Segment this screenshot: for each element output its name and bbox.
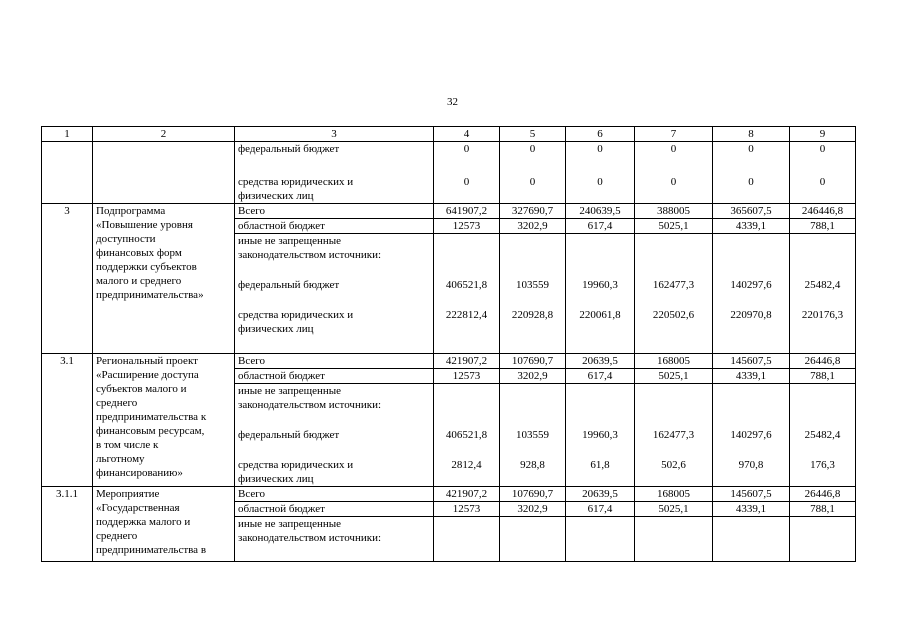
value-cell: 19960,3 220061,8 (566, 234, 635, 354)
row-name-cell: Мероприятие «Государственная поддержка малого и среднего предпринимательства в (93, 487, 235, 562)
value-cell: 168005 (635, 487, 713, 502)
header-cell: 3 (235, 127, 434, 142)
value-cell: 617,4 (566, 219, 635, 234)
value-cell: 162477,3 502,6 (635, 384, 713, 487)
value-cell: 0 0 (500, 142, 566, 204)
funding-source-cell: Всего (235, 354, 434, 369)
value-cell: 25482,4 220176,3 (790, 234, 856, 354)
value-cell: 26446,8 (790, 487, 856, 502)
value-cell: 12573 (434, 369, 500, 384)
source-label: федеральный бюджет (238, 143, 340, 155)
value-cell: 406521,8 222812,4 (434, 234, 500, 354)
continuation-row (42, 142, 856, 204)
page-number: 32 (447, 96, 458, 108)
funding-source-cell: иные не запрещенные законодательством источники: федеральный бюджет средства юридических и физических лиц (235, 234, 434, 354)
funding-source-cell (235, 142, 434, 204)
row-number-cell (42, 142, 93, 204)
value-cell: 246446,8 (790, 204, 856, 219)
value-cell: 3202,9 (500, 369, 566, 384)
value-cell: 145607,5 (713, 354, 790, 369)
value-cell (500, 517, 566, 562)
header-cell: 8 (713, 127, 790, 142)
table-row-total (42, 487, 856, 502)
value-cell: 0 0 (635, 142, 713, 204)
header-cell: 1 (42, 127, 93, 142)
value-cell: 103559 220928,8 (500, 234, 566, 354)
table-row-total (42, 354, 856, 369)
source-label: средства юридических и (238, 176, 354, 188)
value-cell: 5025,1 (635, 219, 713, 234)
header-cell: 7 (635, 127, 713, 142)
value-cell: 641907,2 (434, 204, 500, 219)
value-cell: 788,1 (790, 502, 856, 517)
value-cell: 617,4 (566, 502, 635, 517)
value-cell: 788,1 (790, 369, 856, 384)
value-cell: 145607,5 (713, 487, 790, 502)
table-row-total (42, 204, 856, 219)
value-cell: 12573 (434, 219, 500, 234)
row-number-cell: 3.1.1 (42, 487, 93, 562)
value-cell: 103559 928,8 (500, 384, 566, 487)
header-cell: 6 (566, 127, 635, 142)
value-cell: 25482,4 176,3 (790, 384, 856, 487)
value-cell: 140297,6 220970,8 (713, 234, 790, 354)
value-cell (635, 517, 713, 562)
value-cell: 3202,9 (500, 502, 566, 517)
value-cell: 0 0 (566, 142, 635, 204)
funding-source-cell: областной бюджет (235, 502, 434, 517)
value-cell: 162477,3 220502,6 (635, 234, 713, 354)
value-cell: 0 0 (434, 142, 500, 204)
value-cell: 365607,5 (713, 204, 790, 219)
value-cell: 4339,1 (713, 369, 790, 384)
value-cell: 388005 (635, 204, 713, 219)
value-cell: 406521,8 2812,4 (434, 384, 500, 487)
value-cell: 4339,1 (713, 219, 790, 234)
value-cell: 5025,1 (635, 502, 713, 517)
value-cell: 788,1 (790, 219, 856, 234)
value-cell: 140297,6 970,8 (713, 384, 790, 487)
value-cell: 617,4 (566, 369, 635, 384)
funding-source-cell: областной бюджет (235, 219, 434, 234)
value-cell (713, 517, 790, 562)
value-cell: 107690,7 (500, 354, 566, 369)
budget-table (41, 126, 856, 562)
value-cell: 3202,9 (500, 219, 566, 234)
funding-source-cell: Всего (235, 204, 434, 219)
value-cell: 4339,1 (713, 502, 790, 517)
value-cell: 20639,5 (566, 354, 635, 369)
value-cell: 421907,2 (434, 354, 500, 369)
header-cell: 4 (434, 127, 500, 142)
row-number-cell: 3 (42, 204, 93, 354)
value-cell: 19960,3 61,8 (566, 384, 635, 487)
value-cell: 0 0 (790, 142, 856, 204)
header-row (42, 127, 856, 142)
value-cell: 26446,8 (790, 354, 856, 369)
funding-source-cell: областной бюджет (235, 369, 434, 384)
value-cell (566, 517, 635, 562)
header-cell: 2 (93, 127, 235, 142)
row-number-cell: 3.1 (42, 354, 93, 487)
row-name-cell (93, 142, 235, 204)
value-cell: 20639,5 (566, 487, 635, 502)
value-cell: 12573 (434, 502, 500, 517)
value-cell: 5025,1 (635, 369, 713, 384)
header-cell: 9 (790, 127, 856, 142)
source-label: физических лиц (238, 190, 314, 202)
funding-source-cell: иные не запрещенные законодательством источники: федеральный бюджет средства юридических и физических лиц (235, 384, 434, 487)
value-cell: 240639,5 (566, 204, 635, 219)
value-cell: 421907,2 (434, 487, 500, 502)
row-name-cell: Подпрограмма «Повышение уровня доступности финансовых форм поддержки субъектов малого и среднего предпринимательства» (93, 204, 235, 354)
value-cell: 107690,7 (500, 487, 566, 502)
funding-source-cell: иные не запрещенные законодательством источники: (235, 517, 434, 562)
value-cell (790, 517, 856, 562)
row-name-cell: Региональный проект «Расширение доступа субъектов малого и среднего предпринимательства к финансовым ресурсам, в том числе к льготному финансированию» (93, 354, 235, 487)
value-cell: 0 0 (713, 142, 790, 204)
header-cell: 5 (500, 127, 566, 142)
funding-source-cell: Всего (235, 487, 434, 502)
value-cell: 327690,7 (500, 204, 566, 219)
value-cell: 168005 (635, 354, 713, 369)
value-cell (434, 517, 500, 562)
